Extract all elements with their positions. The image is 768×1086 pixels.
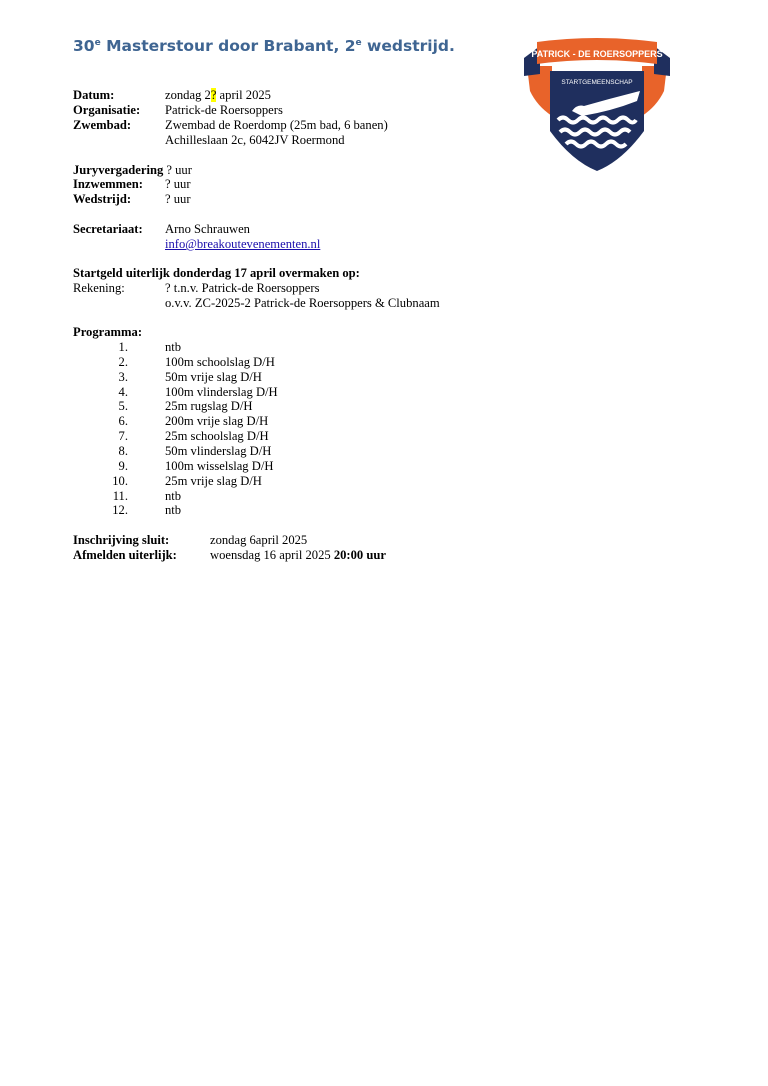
wedstrijd-label: Wedstrijd:	[73, 192, 132, 206]
programma-item: 50m vrije slag D/H	[165, 369, 262, 384]
inschrijving-label: Inschrijving sluit:	[73, 533, 170, 547]
zwembad-name: Zwembad de Roerdomp (25m bad, 6 banen)	[165, 118, 388, 132]
programma-item-number: 3.	[118, 369, 128, 384]
programma-item: 25m rugslag D/H	[165, 399, 253, 414]
rekening-line2: o.v.v. ZC-2025-2 Patrick-de Roersoppers & Clubnaam	[165, 296, 440, 310]
svg-text:STARTGEMEENSCHAP: STARTGEMEENSCHAP	[561, 79, 633, 86]
organisatie-label: Organisatie:	[73, 103, 141, 117]
rekening-label: Rekening:	[73, 281, 125, 295]
programma-item: 25m vrije slag D/H	[165, 473, 262, 488]
programma-item: 100m schoolslag D/H	[165, 354, 275, 369]
secretariaat-email-link[interactable]: info@breakoutevenementen.nl	[165, 237, 321, 251]
programma-item: 25m schoolslag D/H	[165, 429, 269, 444]
programma-item-number: 4.	[118, 384, 128, 399]
programma-item-number: 8.	[118, 443, 128, 458]
afmelden-label: Afmelden uiterlijk:	[73, 548, 177, 562]
datum-label: Datum:	[73, 88, 115, 102]
programma-item: ntb	[165, 503, 182, 518]
programma-item-number: 5.	[118, 399, 128, 414]
zwembad-address: Achilleslaan 2c, 6042JV Roermond	[165, 133, 345, 147]
svg-text:PATRICK - DE ROERSOPPERS: PATRICK - DE ROERSOPPERS	[531, 49, 663, 59]
secretariaat-label: Secretariaat:	[73, 222, 143, 236]
club-logo	[522, 36, 672, 174]
programma-item-number: 7.	[118, 429, 128, 444]
programma-item-number: 11.	[112, 488, 128, 503]
startgeld-heading: Startgeld uiterlijk donderdag 17 april overmaken op:	[73, 266, 360, 280]
inschrijving-value: zondag 6april 2025	[210, 533, 308, 547]
programma-item-number: 6.	[118, 414, 128, 429]
programma-heading: Programma:	[73, 325, 143, 339]
inzwemmen-label: Inzwemmen:	[73, 177, 143, 191]
rekening-line1: ? t.n.v. Patrick-de Roersoppers	[165, 281, 320, 295]
zwembad-label: Zwembad:	[73, 118, 132, 132]
document-title: 30e Masterstour door Brabant, 2e wedstrijd.	[73, 37, 455, 55]
programma-item: 100m wisselslag D/H	[165, 458, 274, 473]
secretariaat-name: Arno Schrauwen	[165, 222, 250, 236]
datum-value: zondag 2? april 2025	[165, 88, 271, 102]
programma-item-number: 9.	[118, 458, 128, 473]
programma-item: 200m vrije slag D/H	[165, 414, 269, 429]
programma-item-number: 10.	[112, 473, 128, 488]
wedstrijd-value: ? uur	[165, 192, 191, 206]
organisatie-value: Patrick-de Roersoppers	[165, 103, 283, 117]
afmelden-value: woensdag 16 april 2025 20:00 uur	[210, 548, 386, 562]
programma-item: ntb	[165, 488, 182, 503]
programma-item-number: 1.	[118, 340, 128, 354]
programma-item-number: 2.	[118, 354, 128, 369]
programma-item-number: 12.	[112, 503, 128, 518]
programma-item: 50m vlinderslag D/H	[165, 443, 272, 458]
programma-item: ntb	[165, 340, 182, 354]
programma-item: 100m vlinderslag D/H	[165, 384, 278, 399]
inzwemmen-value: ? uur	[165, 177, 191, 191]
jury-row: Juryvergadering ? uur	[73, 163, 192, 177]
